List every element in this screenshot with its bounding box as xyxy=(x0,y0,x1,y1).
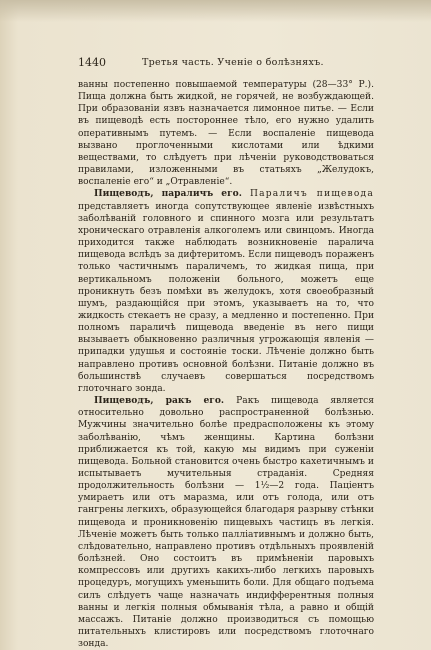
paragraph-continuation xyxy=(78,79,374,188)
paragraph-text: является относительно довольно распространенной болѣзнью. Мужчины значительно болѣе предрасположены къ этому заболѣванiю, чѣмъ женщины. Картина болѣзни приближается къ той, какую мы видимъ при суженiи пищевода. Больной становится очень быстро кахетичнымъ и испытываетъ мучительныя страданiя. Средняя продолжительность болѣзни — 1½—2 года. Пацiентъ умираетъ или отъ маразма, или отъ голода, или отъ гангрены легкихъ, образующейся благодаря разрыву стѣнки пищевода и проникновенiю пищевыхъ частицъ въ легкiя. Лѣченiе можетъ быть только паллiативнымъ и должно быть, слѣдовательно, направлено противъ отдѣльныхъ проявленiй болѣзней. Оно состоитъ въ примѣненiи паровыхъ компрессовъ или другихъ какихъ-либо легкихъ паровыхъ процедуръ, могущихъ уменьшить боли. Для общаго подъема силъ слѣдуетъ чаще назначать индифферентныя полныя ванны и легкiя полныя обмыванiя тѣла, а равно и общiй массажъ. Питанiе должно производиться съ помощью питательныхъ клистировъ или посредствомъ глоточнаго зонда. xyxy=(78,396,374,650)
running-title: Третья часть. Ученiе о болѣзняхъ. xyxy=(142,57,324,68)
body-text xyxy=(78,79,374,650)
article-heading: Пищеводъ, ракъ его. xyxy=(94,395,237,407)
article-lead-term: Параличъ пищевода xyxy=(249,189,374,200)
article-heading: Пищеводъ, параличъ его. xyxy=(94,188,250,200)
running-head xyxy=(78,56,378,70)
paragraph-text: ванны постепенно повышаемой температуры (28—33° Р.). Пища должна быть жидкой, не горячей, не возбуждающей. При образованiи язвъ назначается лимонное питье. — Если въ пищеводѣ есть постороннее тѣло, его нужно удалить оперативнымъ путемъ. — Если воспаленiе пищевода вызвано проглоченными кислотами или ѣдкими веществами, то слѣдуетъ при лѣченiи руководствоваться правилами, изложенными въ статьяхъ „Желудокъ, воспаленiе его“ и „Отравленiе“. xyxy=(78,80,374,188)
article-lead-term: Ракъ пищевода xyxy=(236,396,331,407)
paragraph-text: представляетъ иногда сопутствующее явленiе извѣстныхъ заболѣванiй головного и спинного мозга или результатъ хроническаго отравленiя алкоголемъ или свинцомъ. Иногда приходится также наблюдать возникновенiе паралича пищевода вслѣдъ за дифтеритомъ. Если пищеводъ пораженъ только частичнымъ параличемъ, то жидкая пища, при вертикальномъ положенiи больного, можетъ еще проникнуть безъ помѣхи въ желудокъ, хотя своеобразный шумъ, раздающiйся при этомъ, указываетъ на то, что жидкость стекаетъ не сразу, а медленно и постепенно. При полномъ параличѣ пищевода введенiе въ него пищи вызываетъ обыкновенно различныя угрожающiя явленiя — припадки удушья и состоянiе тоски. Лѣченiе должно быть направлено противъ основной болѣзни. Питанiе должно въ большинствѣ случаевъ совершаться посредствомъ глоточнаго зонда. xyxy=(78,201,374,394)
page-top-shadow xyxy=(0,0,431,22)
article-paralysis xyxy=(78,188,374,395)
page-number: 1440 xyxy=(78,56,106,69)
article-cancer xyxy=(78,395,374,650)
